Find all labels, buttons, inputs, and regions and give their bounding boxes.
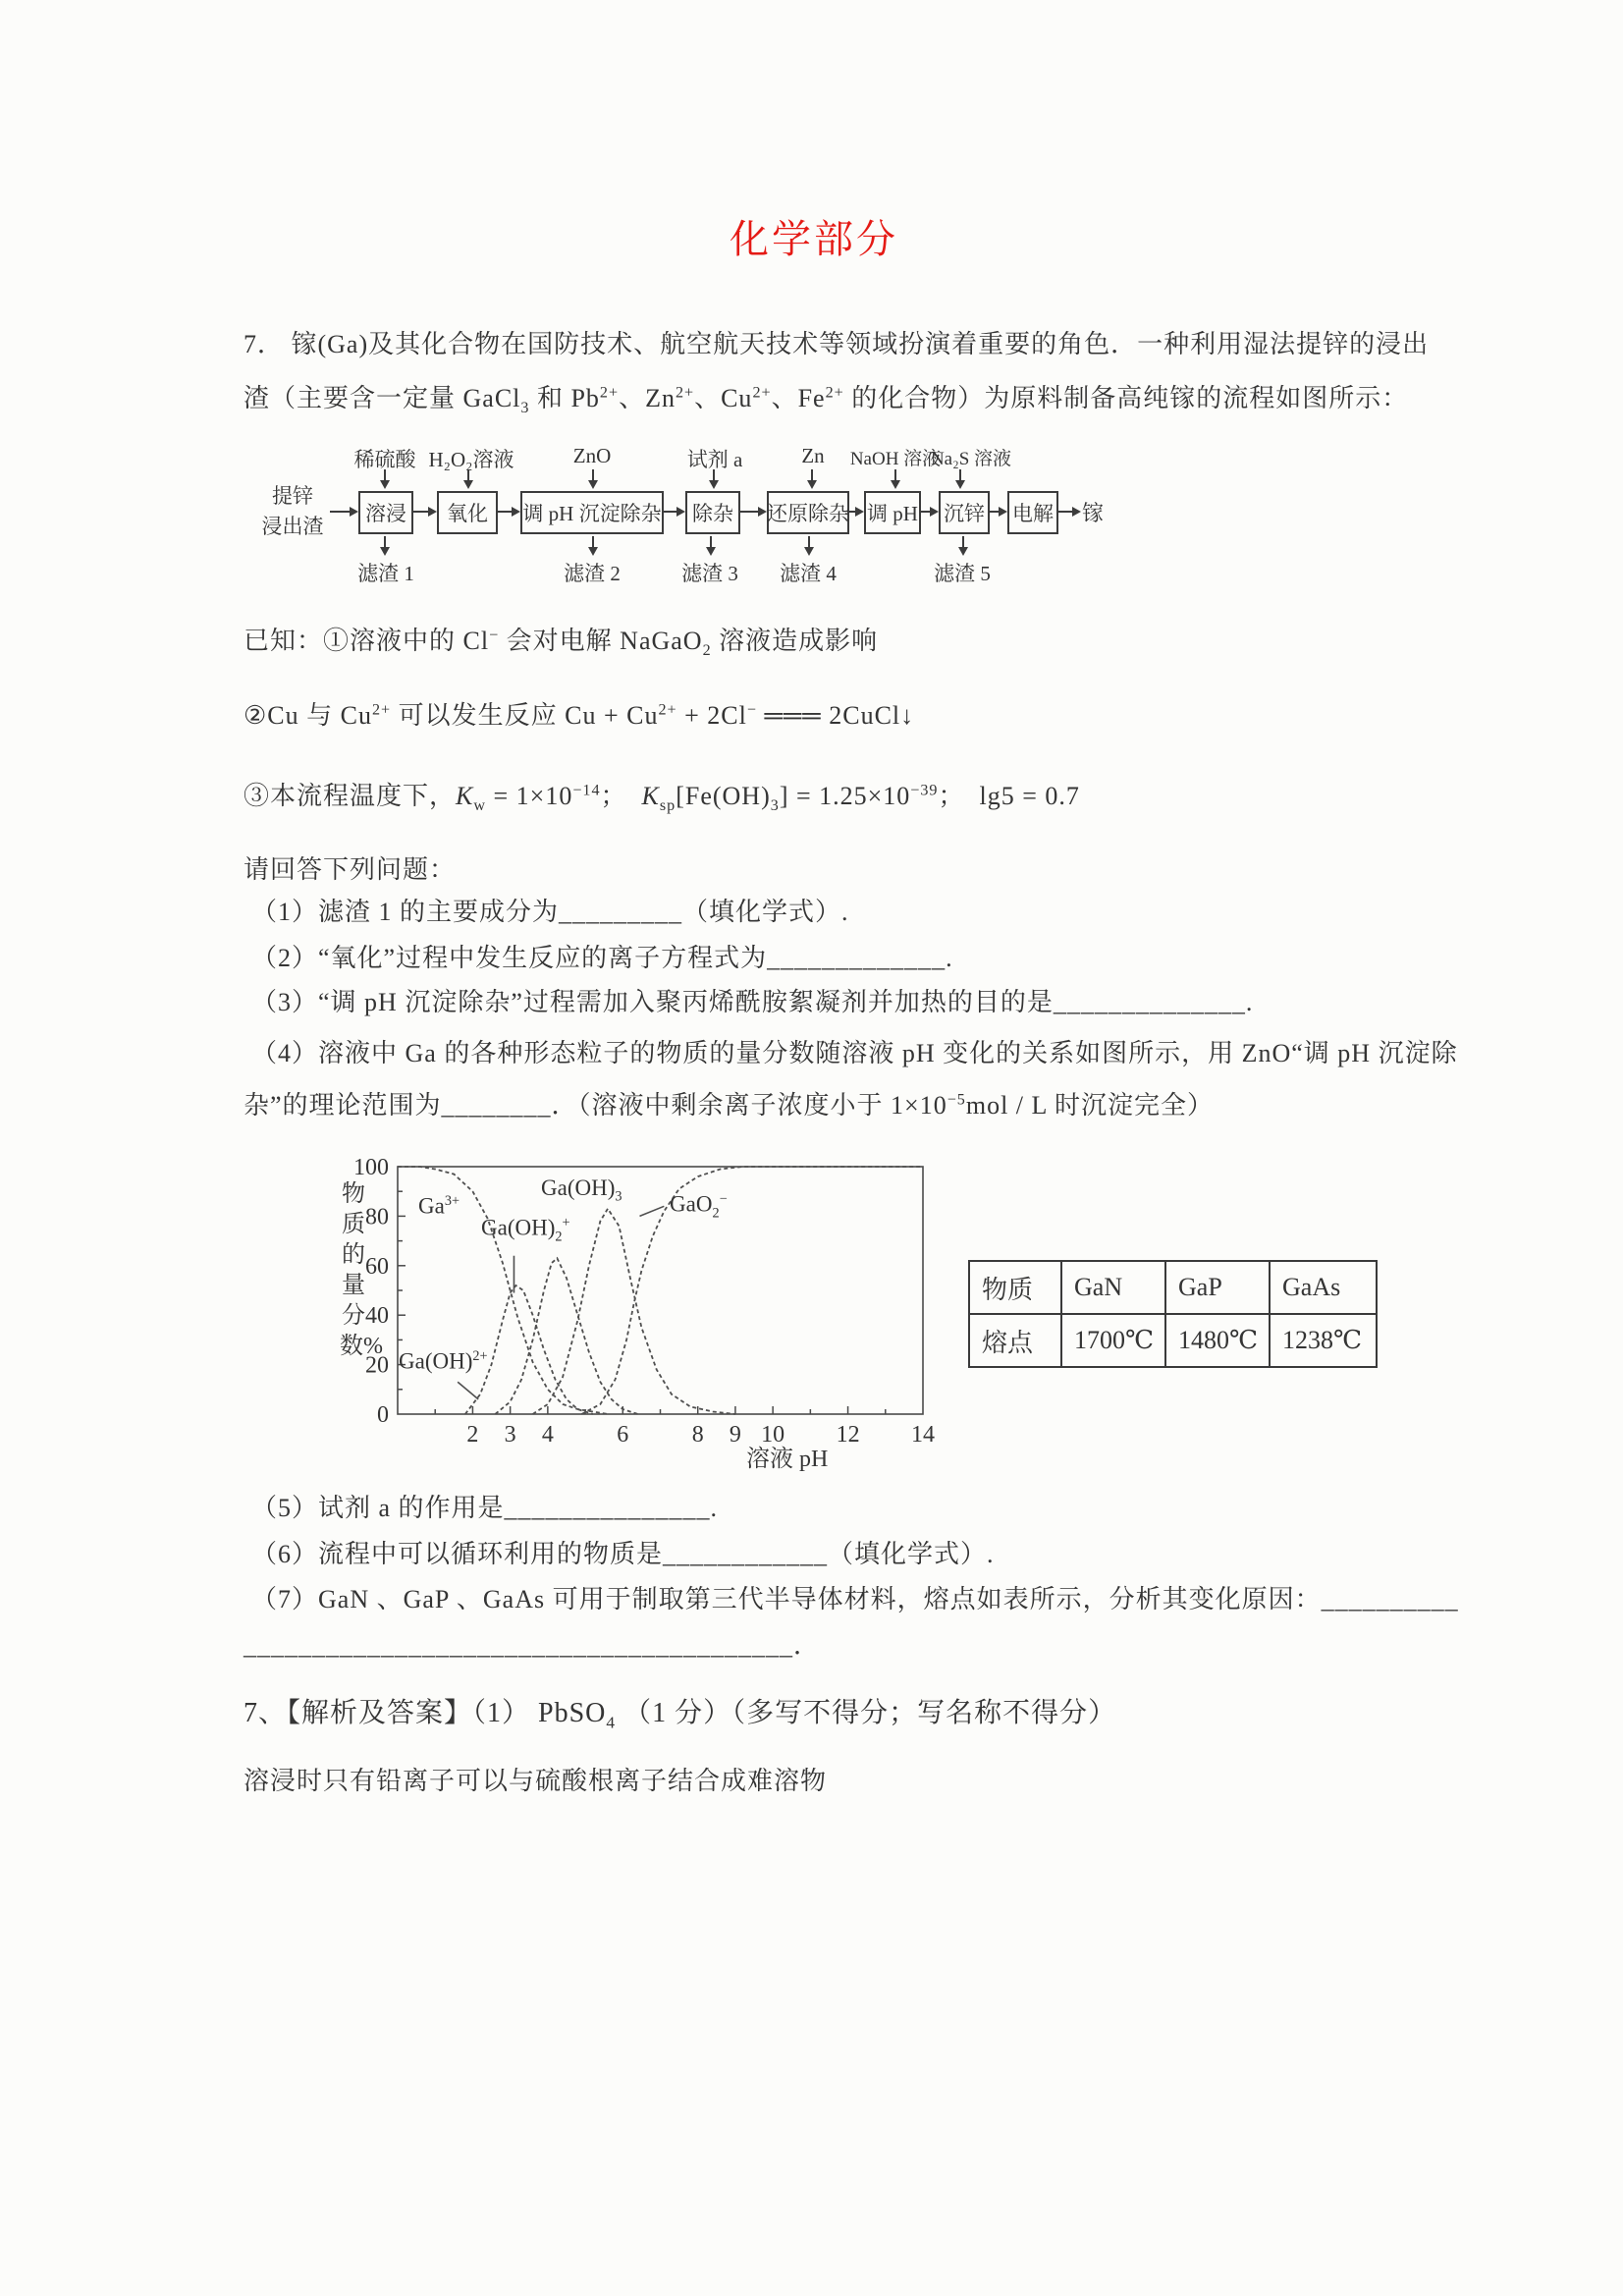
svg-text:0: 0: [377, 1402, 389, 1428]
svg-text:9: 9: [729, 1422, 741, 1448]
flow-box-impurity-removal: 除杂: [685, 491, 740, 534]
table-cell-gap-mp: 1480℃: [1165, 1314, 1270, 1367]
arrow-down-input-5: [811, 469, 813, 486]
answer-line-1: 7、【解析及答案】（1） PbSO$_4$ （1 分）（多写不得分；写名称不得分）: [243, 1698, 1117, 1732]
flow-residue-4: 滤渣 4: [780, 562, 837, 585]
flow-box-electrolysis: 电解: [1007, 491, 1058, 534]
arrow-down-residue-5: [962, 536, 964, 553]
arrow-down-input-4: [713, 469, 715, 486]
arrow-down-residue-3: [710, 536, 712, 553]
table-cell-gaas-mp: 1238℃: [1270, 1314, 1377, 1367]
svg-text:40: 40: [365, 1303, 389, 1330]
flow-box-leaching: 溶浸: [358, 491, 413, 534]
arrow-right-3: [664, 511, 682, 513]
flow-input-zn: Zn: [801, 444, 825, 467]
chart-y-axis-label: 物质的量分数%: [340, 1181, 383, 1359]
table-header-substance: 物质: [969, 1261, 1061, 1314]
question-1: （1）滤渣 1 的主要成分为_________（填化学式）.: [251, 898, 849, 926]
arrow-right-1: [413, 511, 434, 513]
svg-text:14: 14: [911, 1422, 935, 1448]
table-header-gan: GaN: [1061, 1261, 1165, 1314]
answer-line-2: 溶浸时只有铅离子可以与硫酸根离子结合成难溶物: [243, 1767, 828, 1795]
process-flow-diagram: [226, 432, 1355, 599]
known-line-2: ②Cu 与 $Cu^{2+}$ 可以发生反应 $Cu + Cu^{2+} + 2Cl^-$ ═══ 2CuCl↓: [243, 701, 915, 730]
arrow-down-input-7: [959, 469, 961, 486]
arrow-right-5: [849, 511, 861, 513]
flow-residue-2: 滤渣 2: [564, 562, 621, 585]
question-6: （6）流程中可以循环利用的物质是____________（填化学式）.: [251, 1540, 995, 1568]
arrow-right-2: [498, 511, 517, 513]
flow-input-zno: ZnO: [572, 444, 612, 467]
chart-x-axis-label: 溶液 pH: [746, 1447, 829, 1472]
question-4-line2: 杂”的理论范围为________．（溶液中剩余离子浓度小于 $1\times 10^{-5}mol / L$ 时沉淀完全）: [243, 1091, 1214, 1120]
flow-input-na2s-solution: Na₂S 溶液: [930, 449, 1012, 469]
arrow-down-residue-2: [592, 536, 594, 553]
table-header-gap: GaP: [1165, 1261, 1270, 1314]
table-header-gaas: GaAs: [1270, 1261, 1377, 1314]
table-cell-melting-point-label: 熔点: [969, 1314, 1061, 1367]
question-intro-line1: 7． 镓(Ga)及其化合物在国防技术、航空航天技术等领域扮演着重要的角色．一种利用湿法提锌的浸出: [243, 330, 1430, 358]
table-row: [969, 1314, 1377, 1367]
question-7-continuation: ________________________________________．: [243, 1631, 820, 1660]
chart-label-gao2minus: GaO$_2$−: [670, 1191, 728, 1222]
svg-text:10: 10: [761, 1422, 785, 1448]
svg-text:8: 8: [691, 1422, 704, 1448]
chart-label-gaoh-2plus: Ga(OH)$^{2+}$: [399, 1348, 488, 1374]
ga-species-distribution-chart: [324, 1134, 972, 1483]
arrow-down-input-2: [467, 469, 469, 486]
arrow-right-7: [990, 511, 1004, 513]
arrow-right-product: [1058, 511, 1078, 513]
svg-text:2: 2: [466, 1422, 479, 1448]
svg-text:4: 4: [541, 1422, 554, 1448]
arrow-down-residue-1: [384, 536, 386, 553]
arrow-down-residue-4: [808, 536, 810, 553]
flow-product-gallium: 镓: [1082, 501, 1105, 525]
flow-feed-label: [247, 481, 338, 542]
question-4-line1: （4）溶液中 Ga 的各种形态粒子的物质的量分数随溶液 pH 变化的关系如图所示，用 ZnO“调 pH 沉淀除: [251, 1039, 1458, 1067]
flow-input-h2o2-solution: H₂O₂溶液: [428, 448, 514, 471]
flow-feed-line1: 提锌: [272, 484, 313, 508]
svg-text:100: 100: [353, 1155, 389, 1180]
questions-prompt: 请回答下列问题：: [243, 855, 457, 884]
svg-text:60: 60: [365, 1253, 389, 1280]
svg-text:20: 20: [365, 1352, 389, 1379]
question-7: （7）GaN 、GaP 、GaAs 可用于制取第三代半导体材料，熔点如表所示，分析其变化原因：__________: [251, 1585, 1459, 1613]
flow-residue-1: 滤渣 1: [357, 562, 414, 585]
known-line-1: 已知：①溶液中的 Cl− 会对电解 NaGaO$_2$ 溶液造成影响: [243, 627, 879, 660]
question-5: （5）试剂 a 的作用是_______________.: [251, 1494, 719, 1522]
flow-input-dilute-sulfuric-acid: 稀硫酸: [353, 448, 416, 471]
flow-input-reagent-a: 试剂 a: [686, 448, 743, 471]
table-header-row: [969, 1261, 1377, 1314]
chart-label-gaoh2plus: $Ga(OH)_2^+$: [481, 1215, 570, 1245]
chart-label-ga3plus: $Ga^{3+}$: [418, 1193, 460, 1219]
flow-box-adjust-ph: 调 pH: [864, 491, 921, 534]
arrow-down-input-3: [592, 469, 594, 486]
svg-text:12: 12: [836, 1422, 860, 1448]
arrow-down-input-6: [894, 469, 896, 486]
svg-text:80: 80: [365, 1204, 389, 1230]
flow-residue-3: 滤渣 3: [681, 562, 738, 585]
flow-box-zinc-precipitation: 沉锌: [939, 491, 990, 534]
melting-point-table: [968, 1260, 1378, 1368]
flow-feed-line2: 浸出渣: [261, 515, 324, 538]
question-2: （2）“氧化”过程中发生反应的离子方程式为_____________.: [251, 944, 953, 972]
question-intro-line2: 渣（主要含一定量 GaCl$_3$ 和 $Pb^{2+}$、$Zn^{2+}$、$Cu^{2+}$、$Fe^{2+}$ 的化合物）为原料制备高纯镓的流程如图所示：: [243, 384, 1409, 417]
arrow-right-6: [921, 511, 936, 513]
arrow-right-feed: [330, 511, 355, 513]
flow-input-naoh-solution: NaOH 溶液: [849, 449, 942, 469]
table-cell-gan-mp: 1700℃: [1061, 1314, 1165, 1367]
flow-box-adjust-ph-precipitation: 调 pH 沉淀除杂: [520, 491, 664, 534]
flow-box-reduction-impurity-removal: 还原除杂: [767, 491, 849, 534]
chart-plot-area: [324, 1134, 972, 1483]
flow-box-oxidation: 氧化: [437, 491, 498, 534]
chart-label-gaoh3: $Ga(OH)_3$: [541, 1175, 622, 1205]
question-3: （3）“调 pH 沉淀除杂”过程需加入聚丙烯酰胺絮凝剂并加热的目的是______________.: [251, 988, 1254, 1016]
arrow-down-input-1: [384, 469, 386, 486]
known-line-3: ③本流程温度下，$K_w = 1\times 10^{-14}$； $K_{sp}[Fe(OH)_3] = 1.25\times 10^{-39}$； lg5 = 0.7: [243, 782, 1080, 815]
page-title: 化学部分: [730, 218, 898, 261]
flow-residue-5: 滤渣 5: [934, 562, 991, 585]
svg-text:3: 3: [504, 1422, 516, 1448]
arrow-right-4: [740, 511, 764, 513]
svg-text:6: 6: [617, 1422, 629, 1448]
